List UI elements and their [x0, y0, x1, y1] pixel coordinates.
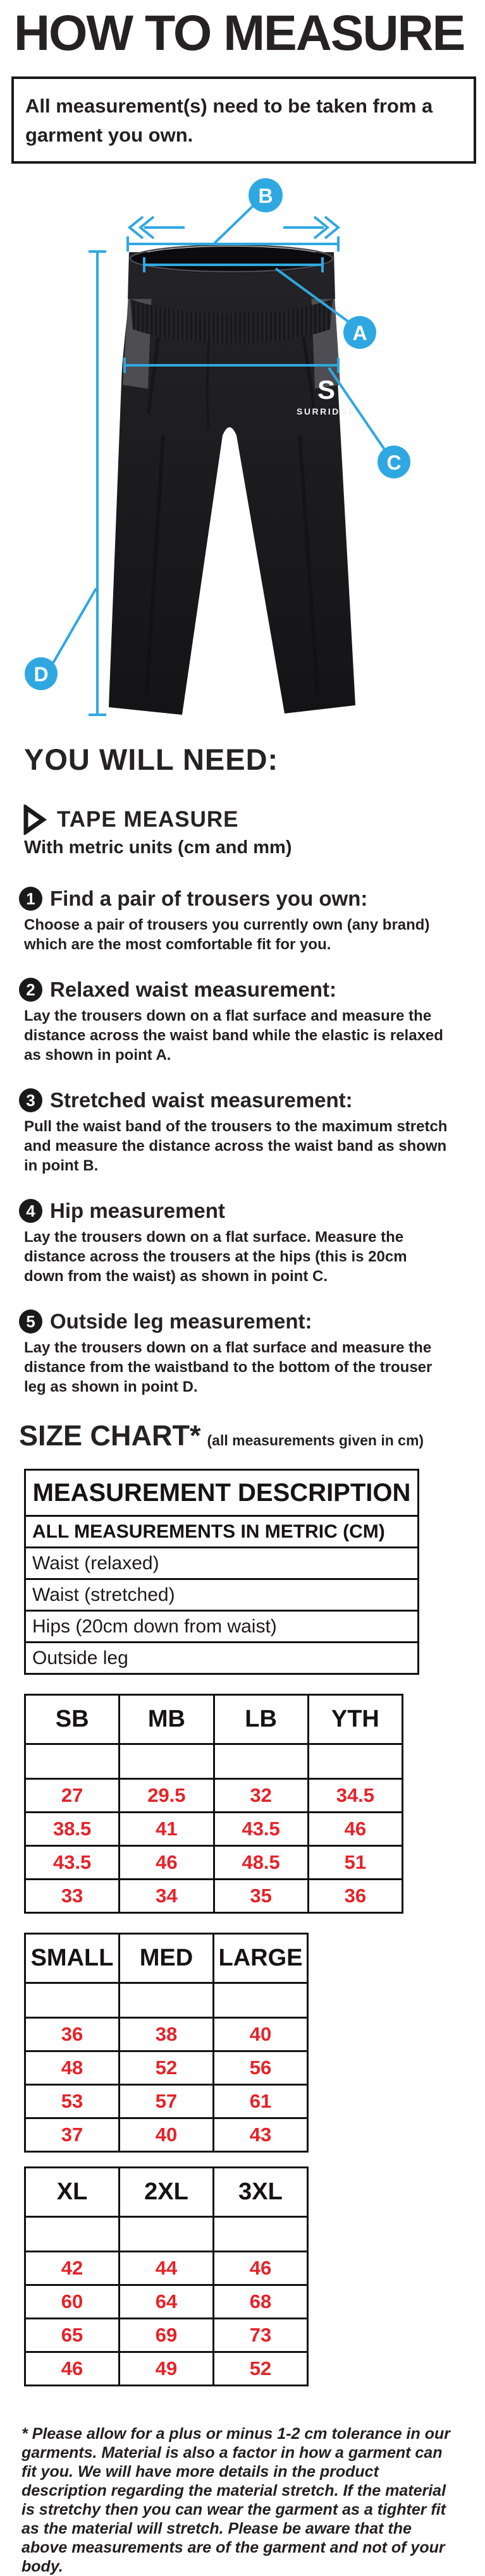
size-value-cell: 60: [25, 2285, 120, 2319]
step-2: [19, 977, 485, 1065]
size-value-cell: 65: [25, 2319, 120, 2352]
step-number-badge: 1: [19, 887, 42, 911]
size-value-cell: 46: [308, 1813, 402, 1846]
point-a-label: A: [352, 322, 367, 344]
size-value-cell: 43.5: [214, 1813, 308, 1846]
size-column-header: 2XL: [120, 2168, 214, 2217]
size-value-cell: 51: [308, 1846, 402, 1880]
brand-logo-text: SURRIDGE: [297, 406, 356, 416]
size-value-cell: [25, 1983, 120, 2018]
spacer-row: [25, 1744, 403, 1779]
size-value-cell: [25, 2217, 120, 2252]
step-body: Lay the trousers down on a flat surface and measure the distance across the waist band while the elastic is relaxed as shown in point A.: [24, 1007, 443, 1064]
step-body: Lay the trousers down on a flat surface. Measure the distance across the trousers at the hips (this is 20cm down from the waist) as shown in point C.: [24, 1229, 407, 1285]
size-value-cell: 43: [214, 2118, 308, 2152]
size-value-cell: 52: [214, 2352, 308, 2386]
size-value-cell: 53: [25, 2085, 120, 2118]
size-value-cell: 56: [214, 2051, 308, 2085]
size-chart-heading: SIZE CHART*: [19, 1419, 201, 1452]
size-value-cell: 44: [120, 2252, 214, 2285]
size-chart-note: (all measurements given in cm): [207, 1432, 424, 1449]
measurement-values-row: [25, 2285, 308, 2319]
size-column-header: LARGE: [214, 1934, 308, 1983]
table-row: [25, 1611, 419, 1643]
size-value-cell: [308, 1744, 402, 1779]
size-value-cell: 35: [214, 1880, 308, 1913]
table-header-row: [25, 1934, 308, 1983]
size-value-cell: [214, 1744, 308, 1779]
size-column-header: MB: [120, 1695, 214, 1744]
step-body: Lay the trousers down on a flat surface and measure the distance from the waistband to the bottom of the trouser leg as shown in point D.: [24, 1339, 433, 1395]
size-table-xl: [24, 2166, 309, 2386]
step-number-badge: 3: [19, 1088, 42, 1112]
measurement-values-row: [25, 1813, 403, 1846]
step-body: Pull the waist band of the trousers to the maximum stretch and measure the distance across the waist band as shown in point B.: [24, 1118, 448, 1174]
step-4: [19, 1198, 485, 1286]
size-value-cell: [120, 2217, 214, 2252]
size-column-header: 3XL: [214, 2168, 308, 2217]
page-title: HOW TO MEASURE: [14, 4, 465, 61]
step-number-badge: 2: [19, 978, 42, 1002]
step-5: [19, 1309, 485, 1397]
size-value-cell: 41: [120, 1813, 214, 1846]
size-column-header: MED: [120, 1934, 214, 1983]
outside-leg-line: [53, 252, 106, 715]
spacer-row: [25, 1983, 308, 2018]
size-value-cell: 38: [120, 2018, 214, 2051]
size-chart-heading-row: [19, 1419, 485, 1452]
step-number-badge: 5: [19, 1309, 42, 1334]
how-to-measure-guide: [0, 4, 485, 2575]
trousers-illustration: [0, 164, 485, 736]
table-row: [25, 1643, 419, 1674]
table-header-row: [25, 2168, 308, 2217]
size-value-cell: 68: [214, 2285, 308, 2319]
size-column-header: SMALL: [25, 1934, 120, 1983]
point-c-label: C: [386, 451, 402, 474]
description-table-subheader: ALL MEASUREMENTS IN METRIC (CM): [25, 1516, 419, 1548]
size-value-cell: 32: [214, 1779, 308, 1813]
size-column-header: LB: [214, 1695, 308, 1744]
size-value-cell: 27: [25, 1779, 120, 1813]
measurement-values-row: [25, 2085, 308, 2118]
size-value-cell: [120, 1983, 214, 2018]
notice-box: [11, 76, 476, 164]
you-will-need-heading: YOU WILL NEED:: [24, 743, 279, 776]
step-title: Find a pair of trousers you own:: [50, 887, 368, 910]
point-d-label: D: [34, 663, 49, 686]
measurement-values-row: [25, 2319, 308, 2352]
step-body: Choose a pair of trousers you currently own (any brand) which are the most comfortable fit for you.: [24, 916, 430, 953]
table-row: [25, 1470, 419, 1516]
size-value-cell: 37: [25, 2118, 120, 2152]
measurement-values-row: [25, 1846, 403, 1880]
size-value-cell: 48: [25, 2051, 120, 2085]
point-b-label: B: [258, 185, 273, 207]
tolerance-footnote: * Please allow for a plus or minus 1-2 cm tolerance in our garments. Material is also a factor in how a garment can fit you. We will have more details in the product description regarding the material stretch. If the material is stretchy then you can wear the garment as a tighter fit as the material will stretch. Please be aware that the above measurements are of the garment and not of your body.: [21, 2425, 450, 2575]
measurement-description-table: [24, 1469, 419, 1675]
size-value-cell: 52: [120, 2051, 214, 2085]
measurement-values-row: [25, 2018, 308, 2051]
trousers-figure: [0, 164, 485, 736]
size-table-adult: [24, 1933, 309, 2153]
tape-measure-icon: [21, 805, 47, 835]
step-title: Stretched waist measurement:: [50, 1088, 353, 1112]
description-row-waist-relaxed: Waist (relaxed): [25, 1548, 419, 1579]
waist-opening: [130, 246, 333, 273]
size-value-cell: [25, 1744, 120, 1779]
size-value-cell: 34: [120, 1880, 214, 1913]
table-header-row: [25, 1695, 403, 1744]
size-value-cell: 36: [308, 1880, 402, 1913]
tape-measure-note: With metric units (cm and mm): [24, 837, 292, 858]
size-value-cell: 43.5: [25, 1846, 120, 1880]
size-value-cell: 69: [120, 2319, 214, 2352]
size-value-cell: 29.5: [120, 1779, 214, 1813]
tape-measure-label: TAPE MEASURE: [57, 807, 239, 832]
measurement-values-row: [25, 2352, 308, 2386]
table-row: [25, 1579, 419, 1611]
table-row: [25, 1548, 419, 1579]
description-table-header: MEASUREMENT DESCRIPTION: [25, 1470, 419, 1516]
spacer-row: [25, 2217, 308, 2252]
step-3: [19, 1088, 485, 1176]
step-title: Relaxed waist measurement:: [50, 978, 337, 1001]
step-title: Hip measurement: [50, 1199, 225, 1222]
measurement-values-row: [25, 2051, 308, 2085]
stretch-arrow-right-icon: [283, 217, 338, 238]
size-column-header: XL: [25, 2168, 120, 2217]
size-value-cell: 48.5: [214, 1846, 308, 1880]
measurement-values-row: [25, 2252, 308, 2285]
size-column-header: YTH: [308, 1695, 402, 1744]
description-row-waist-stretched: Waist (stretched): [25, 1579, 419, 1611]
stretch-arrow-left-icon: [130, 217, 185, 238]
table-row: [25, 1516, 419, 1548]
brand-logo-icon: S: [317, 375, 336, 404]
size-value-cell: [120, 1744, 214, 1779]
measurement-values-row: [25, 1880, 403, 1913]
size-value-cell: 49: [120, 2352, 214, 2386]
size-value-cell: 40: [214, 2018, 308, 2051]
step-number-badge: 4: [19, 1199, 42, 1223]
measurement-values-row: [25, 2118, 308, 2152]
steps-list: [19, 886, 485, 1397]
step-title: Outside leg measurement:: [50, 1309, 312, 1333]
description-row-outside-leg: Outside leg: [25, 1643, 419, 1674]
step-1: [19, 886, 485, 954]
size-value-cell: 61: [214, 2085, 308, 2118]
size-value-cell: 38.5: [25, 1813, 120, 1846]
size-value-cell: 64: [120, 2285, 214, 2319]
size-value-cell: 33: [25, 1880, 120, 1913]
trousers-photo: [109, 245, 356, 715]
size-value-cell: 46: [25, 2352, 120, 2386]
size-column-header: SB: [25, 1695, 120, 1744]
size-value-cell: [214, 2217, 308, 2252]
size-value-cell: 57: [120, 2085, 214, 2118]
size-value-cell: [214, 1983, 308, 2018]
size-value-cell: 46: [214, 2252, 308, 2285]
size-value-cell: 42: [25, 2252, 120, 2285]
tape-measure-row: [21, 805, 485, 835]
size-value-cell: 73: [214, 2319, 308, 2352]
measurement-values-row: [25, 1779, 403, 1813]
size-value-cell: 36: [25, 2018, 120, 2051]
notice-text: All measurement(s) need to be taken from a garment you own.: [25, 95, 433, 146]
size-table-youth: [24, 1694, 403, 1914]
size-value-cell: 34.5: [308, 1779, 402, 1813]
size-value-cell: 46: [120, 1846, 214, 1880]
description-row-hips: Hips (20cm down from waist): [25, 1611, 419, 1643]
fabric-fold: [207, 341, 209, 429]
size-value-cell: 40: [120, 2118, 214, 2152]
